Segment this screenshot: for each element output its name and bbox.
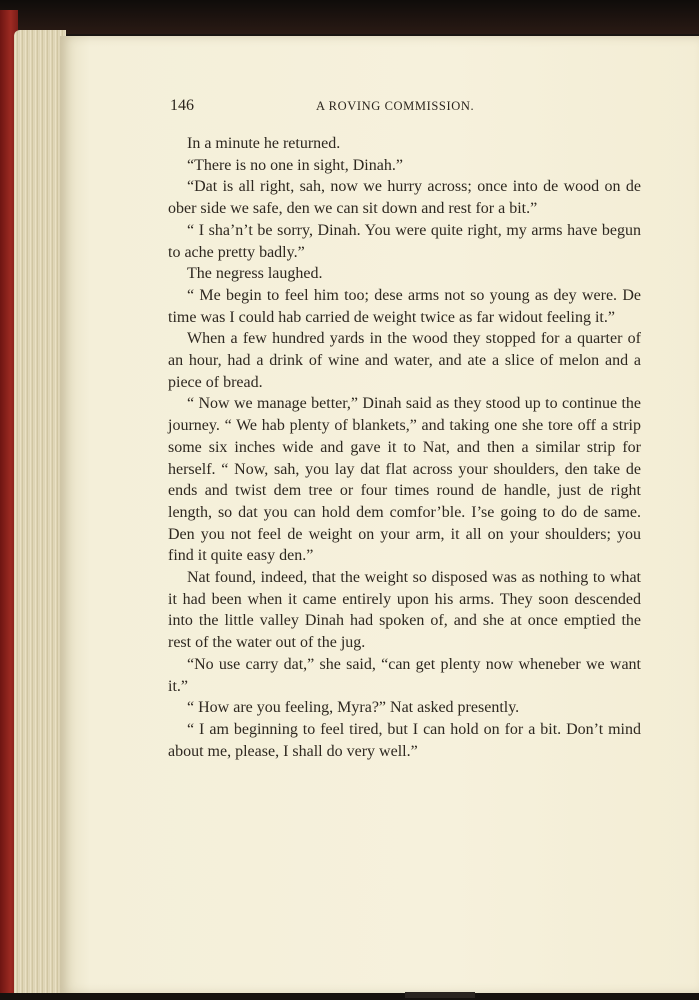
body-text — [168, 133, 641, 762]
page-header — [170, 97, 640, 121]
book-bottom-edge — [0, 993, 699, 1000]
running-title: A ROVING COMMISSION. — [316, 99, 475, 113]
paragraph: “Dat is all right, sah, now we hurry across; once into de wood on de ober side we safe, den we can sit down and rest for a bit.” — [168, 178, 641, 218]
paragraph: “There is no one in sight, Dinah.” — [187, 156, 403, 174]
paragraph: “ Now we manage better,” Dinah said as they stood up to continue the journey. “ We hab plenty of blankets,” and taking one she tore off a strip some six inches wide and gave it to Nat, and then a similar strip for herself. “ Now, sah, you lay dat flat across your shoulders, den take de ends and twist dem tree or four times round de handle, just de right length, so dat you can hold dem comfor’ble. I’se going to do de same. Den you not feel de weight on your arm, it all on your shoulders; you find it quite easy den.” — [168, 395, 641, 565]
paragraph: “ I am beginning to feel tired, but I can hold on for a bit. Don’t mind about me, please, I shall do very well.” — [168, 720, 641, 760]
bottom-edge-mark — [405, 992, 475, 998]
book-top-edge — [0, 0, 699, 34]
paragraph: In a minute he returned. — [187, 135, 341, 152]
paragraph: Nat found, indeed, that the weight so disposed was as nothing to what it had been when it came entirely upon his arms. They soon descended into the little valley Dinah had spoken of, and she at once emptied the rest of the water out of the jug. — [168, 569, 641, 652]
paragraph: “ How are you feeling, Myra?” Nat asked presently. — [187, 699, 520, 717]
paragraph: “No use carry dat,” she said, “can get plenty now wheneber we want it.” — [168, 655, 641, 695]
paragraph: When a few hundred yards in the wood they stopped for a quarter of an hour, had a drink of wine and water, and ate a slice of melon and a piece of bread. — [168, 330, 641, 391]
paragraph: The negress laughed. — [187, 265, 323, 283]
paragraph: “ Me begin to feel him too; dese arms not so young as dey were. De time was I could hab carried de weight twice as far widout feeling it.” — [168, 286, 641, 326]
page-edges — [14, 30, 66, 995]
page-number: 146 — [170, 97, 194, 114]
paragraph: “ I sha’n’t be sorry, Dinah. You were quite right, my arms have begun to ache pretty badly.” — [168, 221, 641, 261]
